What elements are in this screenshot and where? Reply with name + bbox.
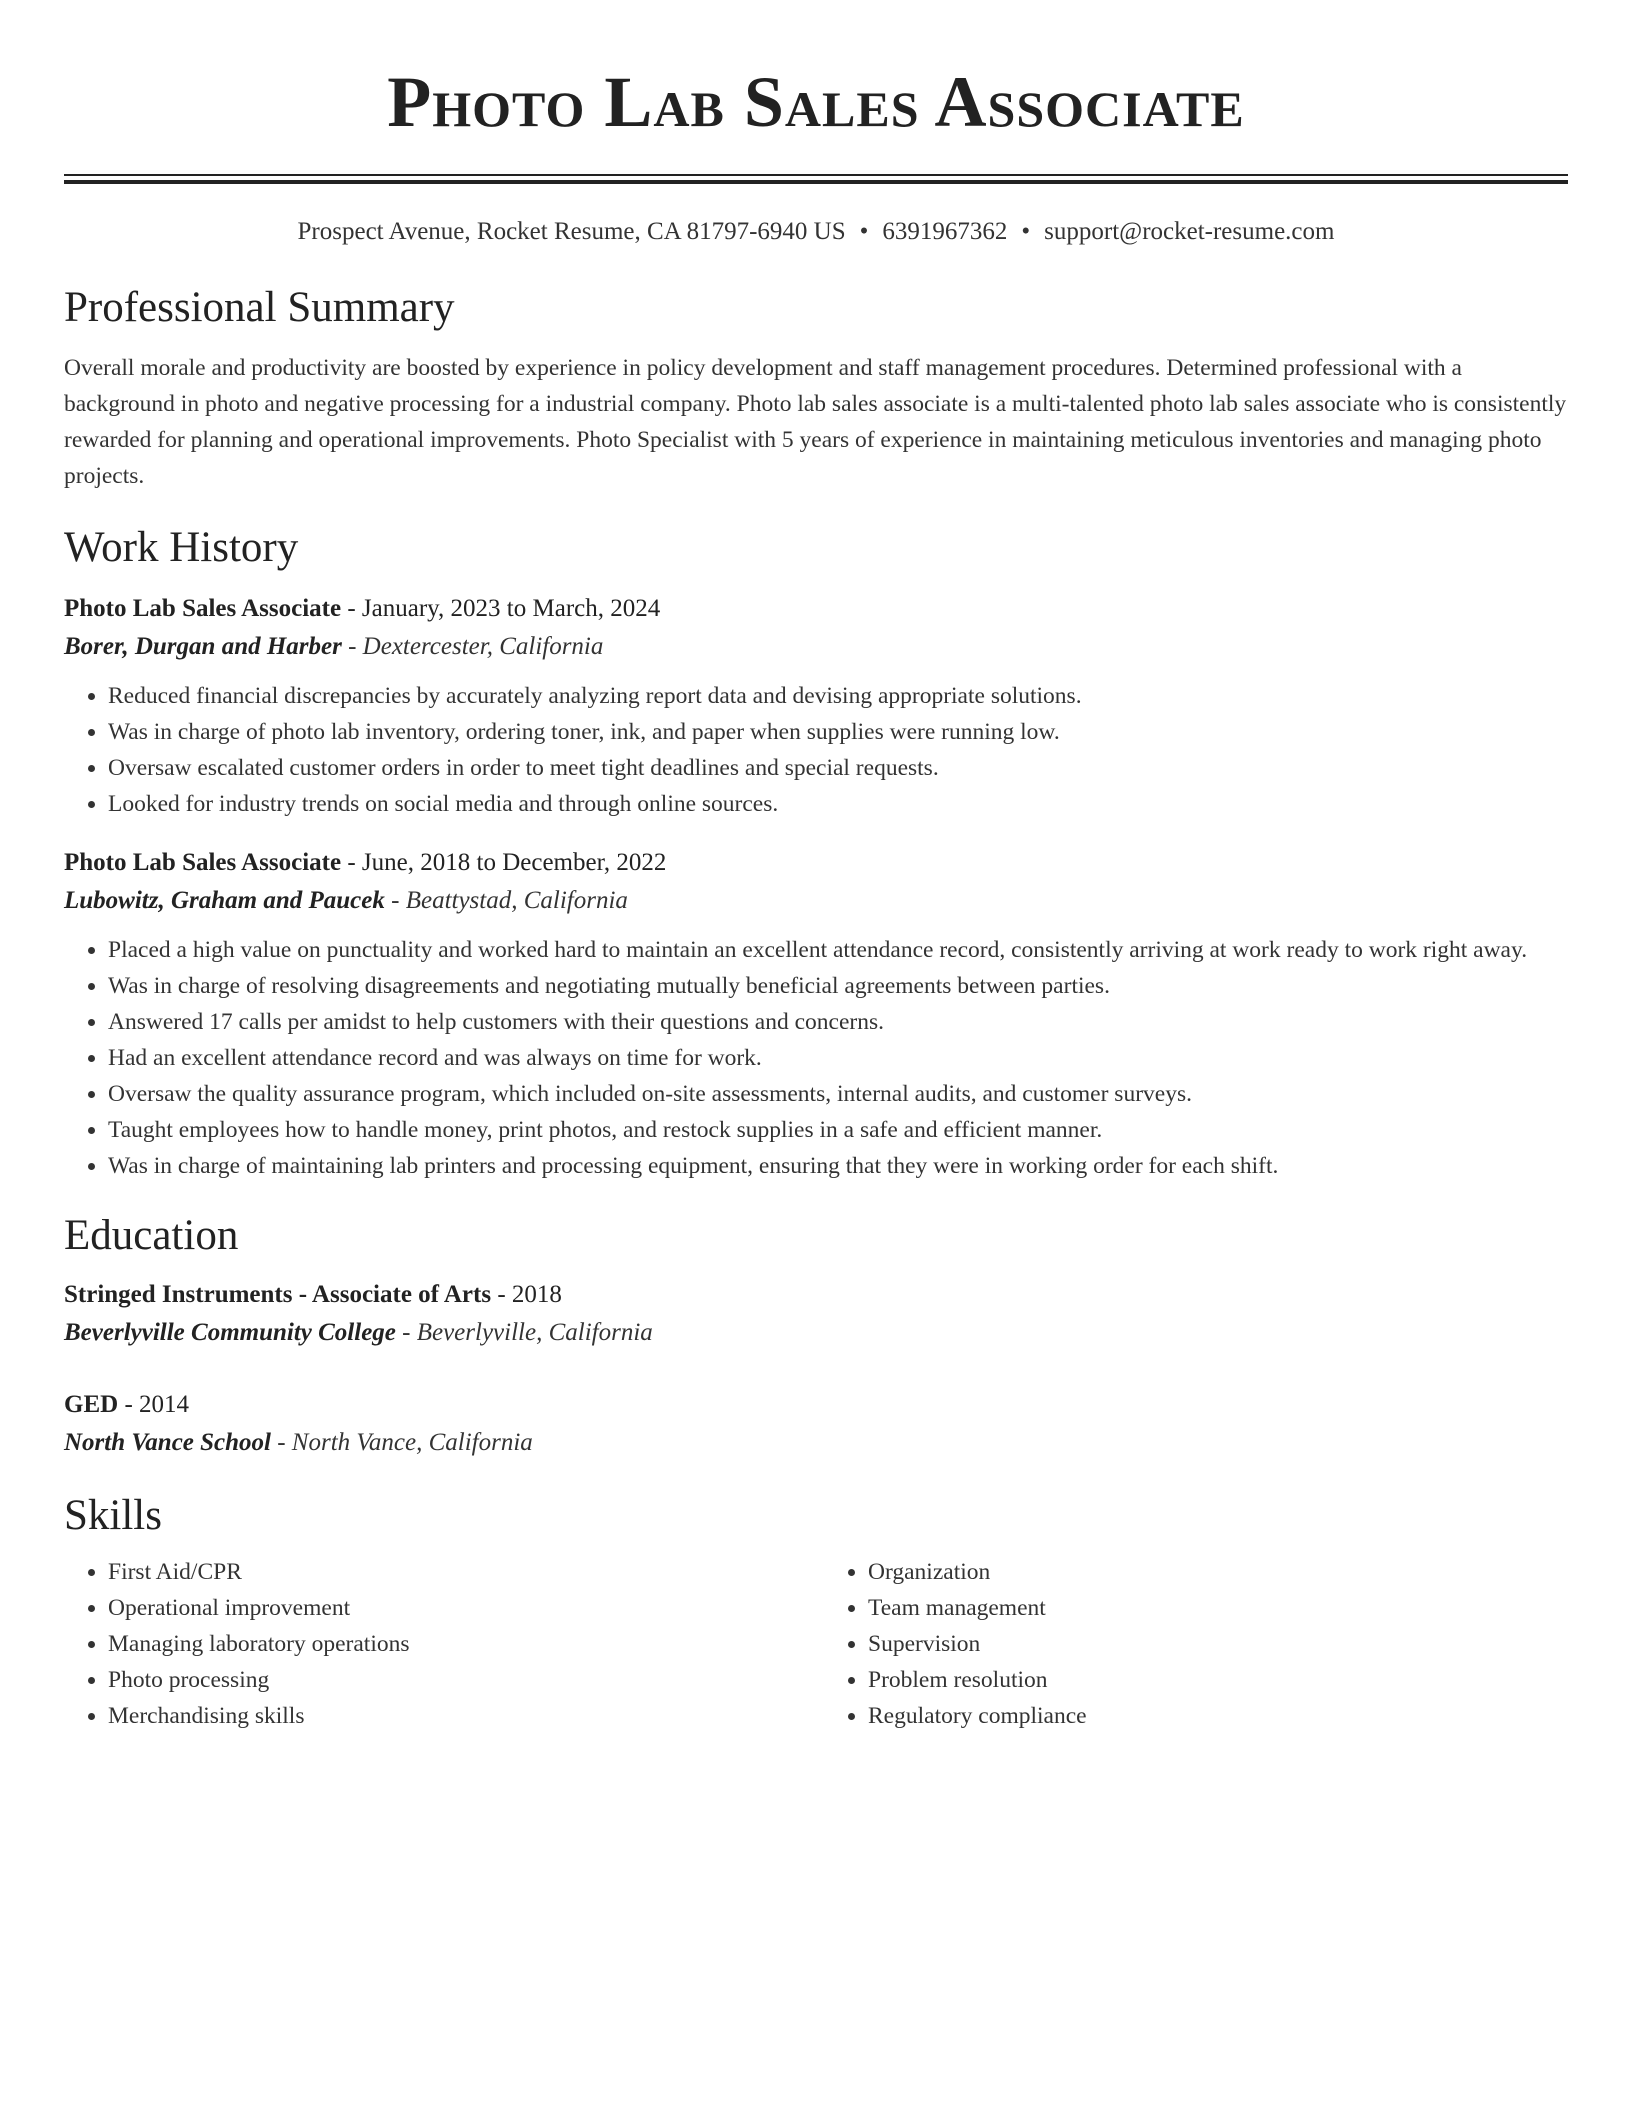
job-company-line — [64, 628, 1568, 666]
education-degree-line — [64, 1386, 1568, 1424]
job-bullet: • Oversaw the quality assurance program, which included on-site assessments, internal audits, and customer surveys. — [108, 1076, 1568, 1112]
skill-item: • Photo processing — [108, 1662, 816, 1698]
skill-item: • Regulatory compliance — [868, 1698, 1568, 1734]
summary-text: Overall morale and productivity are boosted by experience in policy development and staff management procedures. Determined professional with a background in photo and negative processing for a industrial company. Photo lab sales associate is a multi-talented photo lab sales associate who is consistently rewarded for planning and operational improvements. Photo Specialist with 5 years of experience in maintaining meticulous inventories and managing photo projects. — [64, 355, 1567, 489]
education-entry — [64, 1276, 1568, 1352]
education-year: - 2018 — [491, 1281, 562, 1308]
skill-item: • Team management — [868, 1590, 1568, 1626]
skill-item: • First Aid/CPR — [108, 1554, 816, 1590]
contact-address: Prospect Avenue, Rocket Resume, CA 81797-6940 US — [297, 218, 846, 245]
summary-section-title: Professional Summary — [64, 284, 455, 331]
skill-item: • Merchandising skills — [108, 1698, 816, 1734]
education-location: - Beverlyville, California — [395, 1319, 653, 1346]
header-divider — [64, 174, 1568, 184]
contact-separator: • — [859, 218, 869, 245]
education-school-line — [64, 1314, 1568, 1352]
skill-item: • Operational improvement — [108, 1590, 816, 1626]
contact-separator: • — [1021, 218, 1031, 245]
job-location: - Dextercester, California — [341, 633, 604, 660]
resume-name-heading: Photo Lab Sales Associate — [387, 62, 1245, 142]
education-location: - North Vance, California — [270, 1429, 533, 1456]
job-role: Photo Lab Sales Associate — [64, 595, 342, 622]
job-bullet-list — [64, 678, 1568, 822]
education-degree-line — [64, 1276, 1568, 1314]
skill-item: • Supervision — [868, 1626, 1568, 1662]
job-entry — [64, 590, 1568, 822]
education-section-title: Education — [64, 1212, 239, 1259]
education-degree: GED — [64, 1391, 119, 1418]
job-dates: - June, 2018 to December, 2022 — [341, 849, 667, 876]
job-location: - Beattystad, California — [384, 887, 628, 914]
job-role: Photo Lab Sales Associate — [64, 849, 342, 876]
education-entry — [64, 1386, 1568, 1462]
contact-phone: 6391967362 — [882, 218, 1008, 245]
job-bullet: • Placed a high value on punctuality and worked hard to maintain an excellent attendance record, consistently arriving at work ready to work right away. — [108, 932, 1568, 968]
job-company: Lubowitz, Graham and Paucek — [64, 887, 385, 914]
job-company-line — [64, 882, 1568, 920]
skills-columns — [64, 1554, 1568, 1734]
education-school-line — [64, 1424, 1568, 1462]
job-bullet: • Answered 17 calls per amidst to help customers with their questions and concerns. — [108, 1004, 1568, 1040]
education-degree: Stringed Instruments - Associate of Arts — [64, 1281, 492, 1308]
job-bullet: • Had an excellent attendance record and was always on time for work. — [108, 1040, 1568, 1076]
skills-list-left — [64, 1554, 816, 1734]
education-school: Beverlyville Community College — [64, 1319, 396, 1346]
skill-item: • Managing laboratory operations — [108, 1626, 816, 1662]
skill-item: • Organization — [868, 1554, 1568, 1590]
job-dates: - January, 2023 to March, 2024 — [341, 595, 661, 622]
job-bullet: • Taught employees how to handle money, print photos, and restock supplies in a safe and efficient manner. — [108, 1112, 1568, 1148]
contact-line — [64, 214, 1568, 250]
job-title-line — [64, 844, 1568, 882]
skills-section-title: Skills — [64, 1492, 162, 1539]
job-bullet: • Looked for industry trends on social media and through online sources. — [108, 786, 1568, 822]
job-title-line — [64, 590, 1568, 628]
job-bullet: • Oversaw escalated customer orders in order to meet tight deadlines and special requests. — [108, 750, 1568, 786]
job-bullet: • Was in charge of maintaining lab printers and processing equipment, ensuring that they were in working order for each shift. — [108, 1148, 1568, 1184]
work-history-section-title: Work History — [64, 524, 299, 571]
skills-list-right — [816, 1554, 1568, 1734]
job-company: Borer, Durgan and Harber — [64, 633, 342, 660]
contact-email: support@rocket-resume.com — [1044, 218, 1335, 245]
job-bullet-list — [64, 932, 1568, 1184]
education-school: North Vance School — [64, 1429, 271, 1456]
job-bullet: • Was in charge of resolving disagreements and negotiating mutually beneficial agreements between parties. — [108, 968, 1568, 1004]
job-bullet: • Was in charge of photo lab inventory, ordering toner, ink, and paper when supplies were running low. — [108, 714, 1568, 750]
skill-item: • Problem resolution — [868, 1662, 1568, 1698]
education-year: - 2014 — [118, 1391, 190, 1418]
job-entry — [64, 844, 1568, 1184]
job-bullet: • Reduced financial discrepancies by accurately analyzing report data and devising appropriate solutions. — [108, 678, 1568, 714]
